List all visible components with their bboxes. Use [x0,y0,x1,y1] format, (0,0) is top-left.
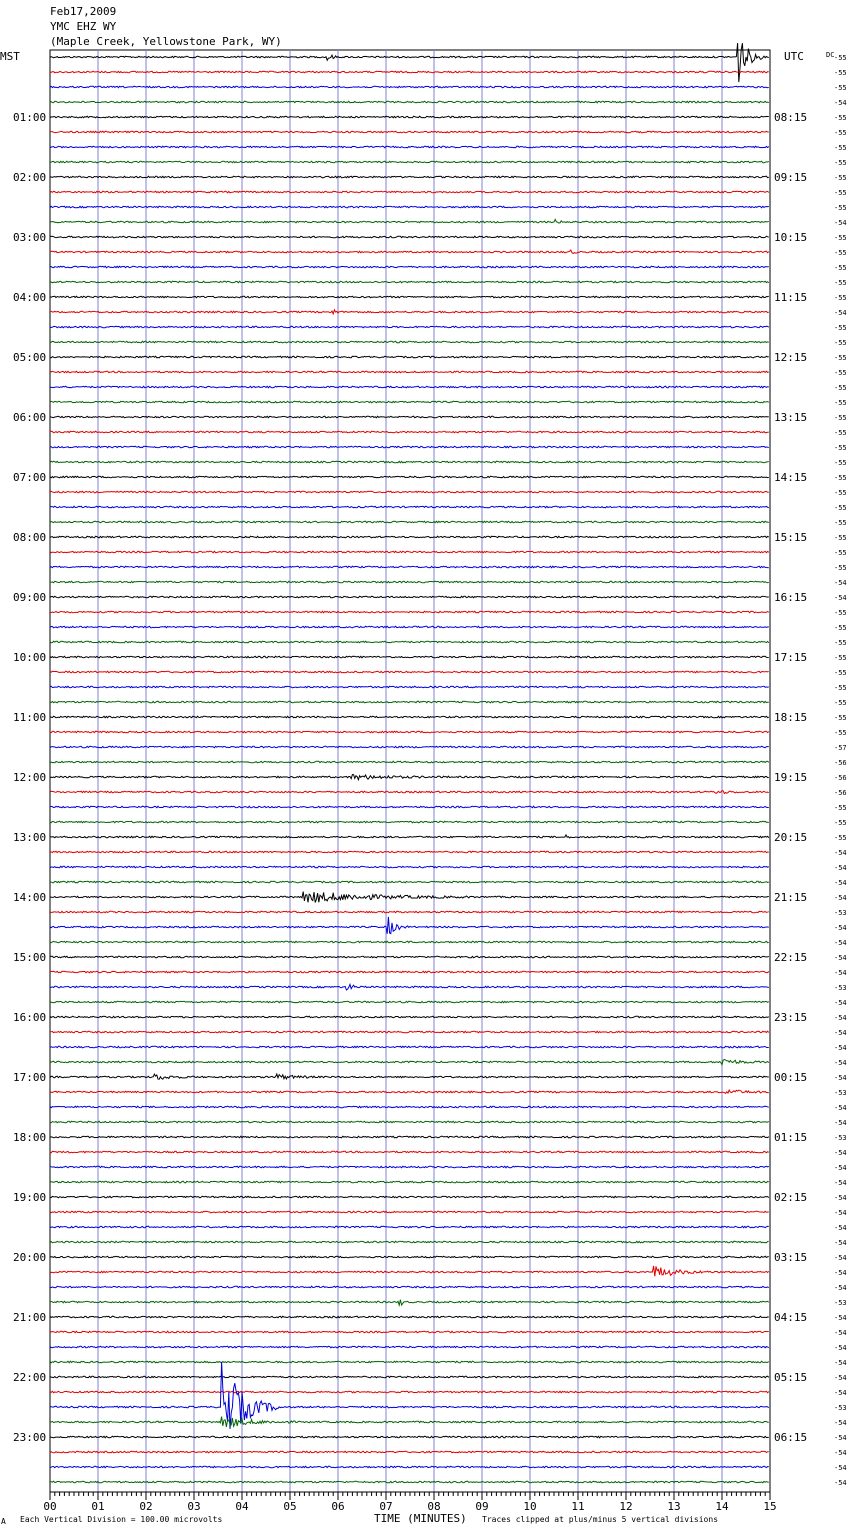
seismic-trace [50,821,769,823]
seismic-trace [50,791,769,794]
seismic-trace [50,881,769,883]
right-hour-label: 14:15 [774,471,808,484]
dc-offset-label: -55 [834,189,847,197]
seismic-trace [50,206,769,208]
right-hour-label: 06:15 [774,1431,808,1444]
seismic-trace [50,1016,769,1018]
footer-mark: A [1,1517,6,1526]
seismic-trace [50,551,769,553]
x-tick-label: 09 [475,1500,489,1513]
dc-offset-label: -54 [834,1479,847,1487]
seismic-trace [50,1196,769,1198]
dc-offset-label: -54 [834,1149,847,1157]
left-hour-label: 20:00 [13,1251,47,1264]
left-hour-label: 07:00 [13,471,47,484]
right-hour-label: 22:15 [774,951,808,964]
dc-offset-label: -54 [834,1329,847,1337]
seismic-trace [50,356,769,358]
dc-offset-label: -54 [834,1254,847,1262]
left-hour-label: 04:00 [13,291,47,304]
dc-offset-label: -54 [834,594,847,602]
seismic-trace [50,596,769,598]
dc-offset-label: -54 [834,879,847,887]
left-hour-label: 09:00 [13,591,47,604]
seismic-trace [50,101,769,103]
dc-offset-label: -54 [834,1164,847,1172]
seismic-trace [50,1241,769,1243]
seismic-trace [50,341,769,343]
dc-offset-label: -54 [834,1359,847,1367]
seismic-trace [50,310,769,314]
seismic-trace [50,1376,769,1378]
seismic-trace [50,191,769,193]
seismic-trace [50,491,769,493]
seismic-trace [50,1226,769,1228]
dc-offset-label: -55 [834,819,847,827]
seismic-trace [50,326,769,328]
dc-offset-label: -55 [834,384,847,392]
left-hour-label: 15:00 [13,951,47,964]
dc-offset-label: -55 [834,834,847,842]
dc-offset-label: -55 [834,339,847,347]
dc-offset-label: -53 [834,1089,847,1097]
x-tick-label: 08 [427,1500,441,1513]
dc-offset-label: -55 [834,534,847,542]
dc-offset-label: -54 [834,1419,847,1427]
dc-offset-label: -54 [834,1464,847,1472]
dc-offset-label: -54 [834,939,847,947]
seismic-trace [50,416,769,418]
dc-offset-label: -54 [834,849,847,857]
seismic-trace [50,386,769,388]
seismic-trace [50,851,769,853]
seismic-trace [50,1166,769,1168]
dc-offset-label: -54 [834,924,847,932]
dc-offset-label: -55 [834,669,847,677]
right-hour-label: 08:15 [774,111,808,124]
seismic-trace [50,1256,769,1258]
traces [50,43,769,1483]
seismic-trace [50,641,769,643]
dc-offset-label: -53 [834,1134,847,1142]
dc-offset-label: -53 [834,1299,847,1307]
left-hour-label: 03:00 [13,231,47,244]
seismic-trace [50,521,769,523]
dc-offset-label: -55 [834,474,847,482]
dc-offset-label: -54 [834,1059,847,1067]
seismic-trace [50,219,769,223]
right-hour-label: 19:15 [774,771,808,784]
right-hour-label: 01:15 [774,1131,808,1144]
dc-offset-label: -55 [834,54,847,62]
dc-offset-label: -55 [834,624,847,632]
dc-offset-label: -55 [834,234,847,242]
dc-offset-label: -55 [834,129,847,137]
dc-offset-label: -55 [834,549,847,557]
dc-offset-label: -54 [834,1314,847,1322]
right-hour-label: 05:15 [774,1371,808,1384]
left-hour-label: 05:00 [13,351,47,364]
dc-offset-label: -55 [834,714,847,722]
dc-offset-label: -55 [834,504,847,512]
seismic-trace [50,835,769,838]
seismic-trace [50,761,769,763]
dc-offset-label: -54 [834,1029,847,1037]
dc-offset-label: -55 [834,684,847,692]
dc-offset-label: -54 [834,1269,847,1277]
left-hour-label: 19:00 [13,1191,47,1204]
seismic-trace [50,686,769,688]
dc-offset-label: -53 [834,984,847,992]
dc-offset-label: -54 [834,1374,847,1382]
x-tick-label: 15 [763,1500,777,1513]
right-hour-label: 17:15 [774,651,808,664]
right-hour-label: 11:15 [774,291,808,304]
dc-offset-label: -54 [834,309,847,317]
dc-offset-label: -55 [834,429,847,437]
seismic-trace [50,701,769,703]
seismic-trace [50,626,769,628]
seismic-trace [50,1266,769,1276]
left-hour-label: 18:00 [13,1131,47,1144]
dc-offset-label: -56 [834,774,847,782]
dc-offset-label: -55 [834,444,847,452]
seismic-trace [50,1151,769,1153]
dc-offset-label: -55 [834,249,847,257]
dc-offset-label: -54 [834,1044,847,1052]
x-tick-label: 14 [715,1500,729,1513]
dc-offset-label: -55 [834,459,847,467]
x-tick-label: 06 [331,1500,345,1513]
right-hour-label: 23:15 [774,1011,808,1024]
left-hour-label: 22:00 [13,1371,47,1384]
dc-offset-label: -54 [834,969,847,977]
dc-offset-label: -54 [834,1344,847,1352]
left-hour-label: 01:00 [13,111,47,124]
scale-note: Each Vertical Division = 100.00 microvolts [20,1515,223,1524]
seismic-trace [50,866,769,868]
seismic-trace [50,506,769,508]
seismic-trace [50,917,769,934]
seismic-trace [50,236,769,238]
dc-offset-label: -54 [834,579,847,587]
dc-offset-label: -54 [834,894,847,902]
seismic-trace [50,1451,769,1453]
left-hour-label: 14:00 [13,891,47,904]
seismic-trace [50,1181,769,1183]
dc-offset-label: -54 [834,864,847,872]
seismic-trace [50,956,769,958]
seismic-trace [50,446,769,448]
dc-offset-label: -55 [834,729,847,737]
dc-offset-label: -54 [834,1104,847,1112]
seismic-trace [50,1286,769,1288]
dc-offset-label: -54 [834,219,847,227]
left-hour-label: 11:00 [13,711,47,724]
left-hour-label: 21:00 [13,1311,47,1324]
seismic-trace [50,1060,769,1065]
seismic-trace [50,971,769,973]
dc-offset-label: -54 [834,1434,847,1442]
seismic-trace [50,775,769,780]
dc-offset-label: -55 [834,264,847,272]
right-hour-label: 02:15 [774,1191,808,1204]
right-hour-label: 00:15 [774,1071,808,1084]
seismic-trace [50,461,769,463]
dc-offset-label: -54 [834,1209,847,1217]
dc-offset-label: -55 [834,204,847,212]
right-hour-label: 13:15 [774,411,808,424]
dc-offset-label: -54 [834,1014,847,1022]
dc-offset-label: -55 [834,414,847,422]
dc-offset-label: -55 [834,174,847,182]
dc-offset-label: -54 [834,1179,847,1187]
dc-offset-label: -54 [834,1074,847,1082]
clip-note: Traces clipped at plus/minus 5 vertical divisions [482,1515,719,1524]
left-hour-label: 02:00 [13,171,47,184]
seismic-trace [50,146,769,148]
right-hour-label: 20:15 [774,831,808,844]
x-tick-label: 03 [187,1500,201,1513]
dc-offset-label: -55 [834,639,847,647]
dc-offset-label: -57 [834,744,847,752]
seismic-trace [50,1362,769,1429]
seismic-trace [50,371,769,373]
seismic-trace [50,266,769,268]
left-hour-label: 12:00 [13,771,47,784]
utc-label: UTC [784,50,804,63]
seismic-trace [50,161,769,163]
dc-offset-label: -55 [834,279,847,287]
dc-offset-label: -54 [834,1224,847,1232]
dc-offset-label: -54 [834,1284,847,1292]
dc-label: DC [826,51,835,59]
right-hour-label: 15:15 [774,531,808,544]
seismic-trace [50,431,769,433]
left-hour-label: 16:00 [13,1011,47,1024]
x-tick-label: 07 [379,1500,393,1513]
dc-offset-label: -55 [834,84,847,92]
right-hour-label: 18:15 [774,711,808,724]
seismic-trace [50,746,769,748]
left-hour-label: 08:00 [13,531,47,544]
seismic-trace [50,1121,769,1123]
dc-offset-label: -55 [834,294,847,302]
right-hour-label: 10:15 [774,231,808,244]
seismic-trace [50,71,769,73]
seismic-trace [50,566,769,568]
x-tick-label: 02 [139,1500,153,1513]
dc-offset-label: -55 [834,324,847,332]
left-hour-label: 17:00 [13,1071,47,1084]
seismic-trace [50,401,769,403]
seismic-trace [50,116,769,118]
dc-offset-label: -54 [834,1449,847,1457]
date-label: Feb17,2009 [50,5,117,18]
dc-offset-label: -55 [834,114,847,122]
dc-offset-label: -55 [834,519,847,527]
left-hour-label: 23:00 [13,1431,47,1444]
x-tick-label: 10 [523,1500,537,1513]
seismic-trace [50,1436,769,1438]
dc-offset-label: -53 [834,1404,847,1412]
dc-offset-label: -54 [834,1119,847,1127]
dc-offset-label: -55 [834,354,847,362]
seismic-trace [50,1346,769,1348]
seismic-trace [50,1046,769,1048]
seismic-trace [50,296,769,298]
location-label: (Maple Creek, Yellowstone Park, WY) [50,35,282,48]
dc-offset-label: -56 [834,759,847,767]
seismic-trace [50,1466,769,1468]
left-hour-label: 06:00 [13,411,47,424]
seismic-trace [50,1331,769,1333]
seismic-trace [50,1106,769,1108]
dc-offset-label: -55 [834,369,847,377]
x-tick-label: 11 [571,1500,585,1513]
x-axis-title: TIME (MINUTES) [374,1512,467,1525]
right-hour-label: 04:15 [774,1311,808,1324]
seismic-trace [50,1090,769,1093]
x-tick-label: 13 [667,1500,681,1513]
seismic-trace [50,611,769,613]
dc-offset-label: -55 [834,609,847,617]
dc-offset-label: -54 [834,954,847,962]
seismic-trace [50,716,769,718]
x-tick-label: 12 [619,1500,633,1513]
station-label: YMC EHZ WY [50,20,117,33]
seismic-trace [50,250,769,254]
dc-offset-label: -53 [834,909,847,917]
seismic-trace [50,1074,769,1079]
seismic-trace [50,86,769,88]
dc-offset-label: -55 [834,654,847,662]
seismic-trace [50,1136,769,1138]
seismic-trace [50,731,769,733]
x-tick-label: 01 [91,1500,105,1513]
seismic-trace [50,476,769,478]
x-tick-label: 04 [235,1500,249,1513]
seismic-trace [50,1316,769,1318]
x-tick-label: 05 [283,1500,297,1513]
seismic-trace [50,1031,769,1033]
x-tick-label: 00 [43,1500,57,1513]
seismic-trace [50,656,769,658]
seismic-trace [50,581,769,583]
dc-offset-label: -54 [834,999,847,1007]
left-hour-label: 10:00 [13,651,47,664]
dc-offset-label: -55 [834,144,847,152]
dc-offset-label: -54 [834,99,847,107]
right-hour-label: 09:15 [774,171,808,184]
right-hour-label: 12:15 [774,351,808,364]
dc-offset-label: -55 [834,804,847,812]
seismic-trace [50,806,769,808]
seismic-trace [50,1211,769,1213]
dc-offset-label: -55 [834,399,847,407]
mst-label: MST [0,50,20,63]
left-hour-label: 13:00 [13,831,47,844]
dc-offset-label: -55 [834,159,847,167]
seismic-trace [50,941,769,943]
dc-offset-label: -56 [834,789,847,797]
dc-offset-label: -55 [834,489,847,497]
seismic-trace [50,911,769,913]
seismic-trace [50,892,769,903]
seismic-trace [50,1361,769,1363]
seismic-trace [50,671,769,673]
dc-offset-label: -54 [834,1239,847,1247]
seismic-trace [50,131,769,133]
seismic-trace [50,536,769,538]
seismic-trace [50,984,769,990]
seismic-trace [50,1001,769,1003]
dc-offset-label: -54 [834,1389,847,1397]
right-hour-label: 16:15 [774,591,808,604]
seismic-trace [50,1391,769,1393]
seismic-trace [50,176,769,178]
seismic-trace [50,281,769,283]
right-hour-label: 21:15 [774,891,808,904]
seismic-trace [50,1417,769,1427]
seismic-trace [50,43,769,82]
dc-offset-label: -55 [834,69,847,77]
seismic-trace [50,1300,769,1305]
dc-offset-label: -55 [834,564,847,572]
dc-offset-label: -55 [834,699,847,707]
right-hour-label: 03:15 [774,1251,808,1264]
seismic-trace [50,1481,769,1483]
dc-offset-label: -54 [834,1194,847,1202]
